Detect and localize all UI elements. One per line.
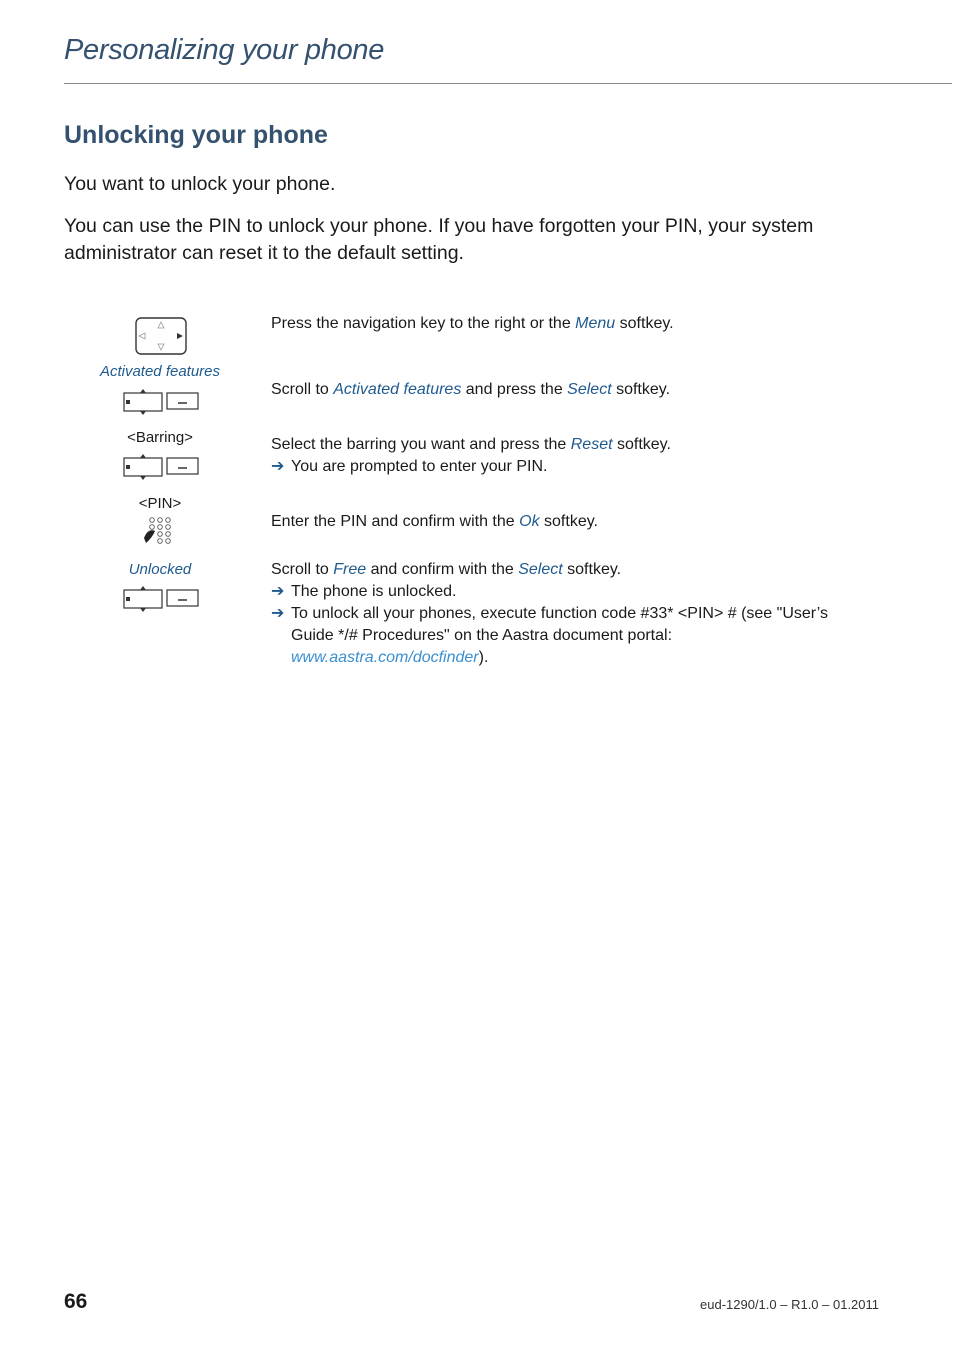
navigation-key-icon bbox=[135, 317, 187, 355]
step-3: Select the barring you want and press the Reset softkey. ➔ You are prompted to enter your PIN. bbox=[271, 434, 871, 478]
intro-paragraph: You can use the PIN to unlock your phone. If you have forgotten your PIN, your system administrator can reset it to the default setting. bbox=[64, 215, 814, 264]
step-4: Enter the PIN and confirm with the Ok softkey. bbox=[271, 513, 598, 530]
label-pin: <PIN> bbox=[138, 495, 182, 512]
step-2: Scroll to Activated features and press the Select softkey. bbox=[271, 381, 671, 398]
step-1: Press the navigation key to the right or the Menu softkey. bbox=[271, 315, 674, 332]
step-5: Scroll to Free and confirm with the Select softkey. ➔ The phone is unlocked. ➔ To unlock all your phones, execute function code #33* <PIN> # (see "User’s Guide */# Procedures" on the Aastra document portal: www.aastra.com/docfinder). bbox=[271, 559, 871, 669]
navigation-softkey-icon bbox=[123, 586, 199, 612]
step-3-note: ➔ You are prompted to enter your PIN. bbox=[271, 456, 871, 478]
label-activated-features: Activated features bbox=[99, 363, 221, 380]
intro-text: You want to unlock your phone. bbox=[64, 173, 336, 195]
arrow-icon: ➔ bbox=[271, 605, 285, 622]
section-title: Unlocking your phone bbox=[64, 121, 328, 149]
arrow-icon: ➔ bbox=[271, 583, 285, 600]
step-5-note-2: ➔ To unlock all your phones, execute function code #33* <PIN> # (see "User’s Guide */# Procedures" on the Aastra document portal: www.aastra.com/docfinder). bbox=[271, 605, 828, 666]
docfinder-link[interactable]: www.aastra.com/docfinder bbox=[291, 649, 479, 666]
navigation-softkey-icon bbox=[123, 454, 199, 480]
page-number: 66 bbox=[64, 1290, 88, 1313]
arrow-icon: ➔ bbox=[271, 458, 285, 475]
header-divider bbox=[64, 83, 952, 84]
chapter-title: Personalizing your phone bbox=[64, 34, 385, 66]
label-unlocked: Unlocked bbox=[128, 561, 192, 578]
navigation-softkey-icon bbox=[123, 389, 199, 415]
keypad-icon bbox=[142, 516, 176, 544]
document-reference: eud-1290/1.0 – R1.0 – 01.2011 bbox=[700, 1297, 880, 1312]
step-5-note: ➔ The phone is unlocked. bbox=[271, 581, 871, 603]
label-barring: <Barring> bbox=[127, 429, 193, 446]
